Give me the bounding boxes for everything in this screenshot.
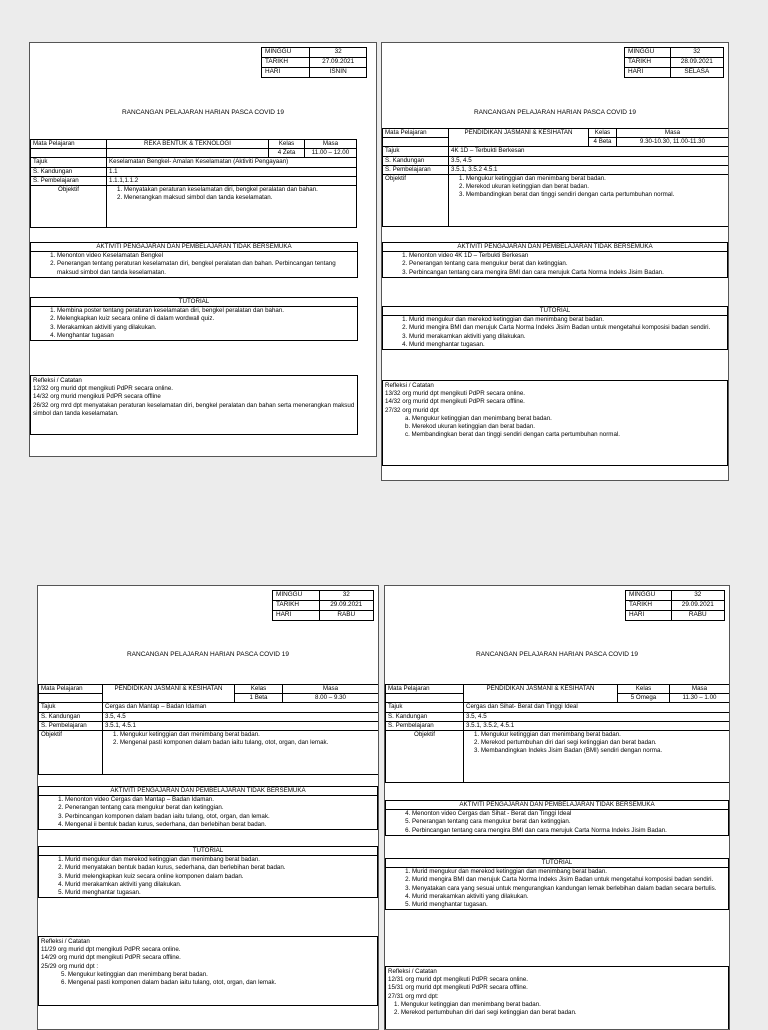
tarikh-label: TARIKH: [626, 601, 672, 611]
tajuk-label: Tajuk: [383, 147, 449, 156]
tutorial-section: [385, 858, 729, 910]
tutorial-item: 2. Murid mengira BMI dan merujuk Carta Norma Indeks Jisim Badan untuk mengetahui komposisi badan sendiri.: [409, 324, 721, 332]
refleksi-heading: Refleksi / Catatan: [33, 377, 82, 384]
kelas-label: Kelas: [618, 685, 670, 694]
info-table: [30, 139, 357, 228]
tutorial-item: 1. Murid mengukur dan merekod ketinggian dan menimbang berat badan.: [412, 868, 722, 876]
aktiviti-section: [382, 242, 728, 278]
refleksi-line: 11/29 org murid dpt mengikuti PdPR secara online.: [41, 946, 181, 954]
aktiviti-item: 2. Penerangan tentang cara mengukur berat dan ketinggian.: [65, 804, 371, 812]
kandungan-value: 3.5, 4.5: [103, 712, 379, 721]
kelas-value: 4 Beta: [589, 138, 617, 147]
mata-pelajaran-label: Mata Pelajaran: [31, 140, 107, 149]
aktiviti-item: 5. Penerangan tentang cara mengukur berat dan ketinggian.: [412, 818, 722, 826]
objektif-item: 1. Mengukur ketinggian dan menimbang berat badan.: [474, 730, 621, 738]
page-title: RANCANGAN PELAJARAN HARIAN PASCA COVID 19: [121, 109, 285, 116]
refleksi-item: 1. Mengukur ketinggian dan menimbang berat badan.: [394, 1000, 541, 1008]
objektif-item: 1. Mengukur ketinggian dan menimbang berat badan.: [459, 174, 606, 182]
lesson-plan-card-rabu-5omega: [384, 585, 730, 1030]
tarikh-value: 27.09.2021: [310, 58, 367, 68]
aktiviti-item: 2. Penerangan tentang peraturan keselamatan diri, bengkel peralatan dan bahan. Perbincangan tentang maksud simbol dan tanda keselamatan.: [57, 260, 351, 276]
aktiviti-item: 4. Mengenal ii bentuk badan kurus, sederhana, dan berlebihan berat badan.: [65, 821, 371, 829]
tutorial-item: 3. Murid melengkapkan kuiz secara online komponen dalam badan.: [65, 873, 371, 881]
tutorial-item: 4. Murid merakamkan aktiviti yang dilakukan.: [65, 881, 371, 889]
kandungan-value: 3.5, 4.5: [449, 156, 729, 165]
refleksi-section: [30, 375, 358, 435]
tutorial-heading: TUTORIAL: [386, 859, 728, 868]
tajuk-label: Tajuk: [39, 703, 103, 712]
aktiviti-item: 3. Perbincangan komponen dalam badan iaitu tulang, otot, organ, dan lemak.: [65, 813, 371, 821]
minggu-label: MINGGU: [625, 48, 671, 58]
pembelajaran-label: S. Pembelajaran: [31, 176, 107, 185]
aktiviti-item: 3. Perbincangan tentang cara mengira BMI dan cara merujuk Carta Norma Indeks Jisim Badan.: [409, 269, 721, 277]
refleksi-line: 26/32 org mrd dpt menyatakan peraturan keselamatan diri, bengkel peralatan dan bahan serta menerangkan maksud simbol dan tanda keselamatan.: [33, 401, 355, 417]
lesson-plan-card-rabu-1beta: [37, 585, 379, 1030]
aktiviti-section: [385, 800, 729, 836]
refleksi-item: 2. Merekod pertumbuhan diri dari segi ketinggian dan berat badan.: [394, 1008, 577, 1016]
masa-label: Masa: [283, 685, 379, 694]
subject-name: PENDIDIKAN JASMANI & KESIHATAN: [464, 685, 618, 703]
tutorial-item: 4. Menghantar tugasan: [57, 332, 351, 340]
tutorial-section: [38, 846, 378, 898]
refleksi-item: a. Mengukur ketinggian dan menimbang berat badan.: [405, 414, 552, 422]
kandungan-value: 1.1: [107, 167, 357, 176]
masa-label: Masa: [305, 140, 357, 149]
refleksi-item: 5. Mengukur ketinggian dan menimbang berat badan.: [61, 970, 208, 978]
minggu-value: 32: [319, 591, 374, 601]
hari-value: ISNIN: [310, 68, 367, 78]
meta-table: [624, 47, 724, 78]
kandungan-label: S. Kandungan: [383, 156, 449, 165]
refleksi-line: 13/32 org murid dpt mengikuti PdPR secara online.: [385, 390, 525, 398]
refleksi-section: [38, 936, 378, 1006]
tutorial-item: 3. Merakamkan aktiviti yang dilakukan.: [57, 324, 351, 332]
kandungan-label: S. Kandungan: [386, 712, 464, 721]
refleksi-item: 6. Mengenal pasti komponen dalam badan iaitu tulang, otot, organ, dan lemak.: [61, 978, 277, 986]
masa-value: 9.30-10.30, 11.00-11.30: [617, 138, 729, 147]
pembelajaran-label: S. Pembelajaran: [383, 165, 449, 174]
aktiviti-item: 2. Penerangan tentang cara mengukur berat dan ketinggian.: [409, 260, 721, 268]
tutorial-item: 1. Membina poster tentang peraturan keselamatan diri, bengkel peralatan dan bahan.: [57, 307, 351, 315]
tutorial-item: 5. Murid menghantar tugasan.: [65, 889, 371, 897]
objektif-label: Objektif: [39, 730, 103, 774]
objektif-item: 3. Membandingkan Indeks Jisim Badan (BMI) sendiri dengan norma.: [474, 747, 663, 755]
masa-label: Masa: [617, 129, 729, 138]
tutorial-item: 4. Murid menghantar tugasan.: [409, 341, 721, 349]
refleksi-item: c. Membandingkan berat dan tinggi sendiri dengan carta pertumbuhan normal.: [405, 431, 620, 439]
refleksi-line: 15/31 org murid dpt mengikuti PdPR secara offline.: [388, 984, 528, 992]
aktiviti-item: 6. Perbincangan tentang cara mengira BMI dan cara merujuk Carta Norma Indeks Jisim Badan.: [412, 827, 722, 835]
tarikh-label: TARIKH: [262, 58, 310, 68]
tutorial-heading: TUTORIAL: [31, 298, 357, 307]
objektif-list: [464, 730, 730, 782]
minggu-label: MINGGU: [273, 591, 320, 601]
pembelajaran-label: S. Pembelajaran: [386, 721, 464, 730]
subject-name: REKA BENTUK & TEKNOLOGI: [107, 140, 269, 149]
refleksi-heading: Refleksi / Catatan: [41, 938, 90, 945]
kelas-value: 4 Zeta: [269, 149, 305, 158]
tajuk-value: Cergas dan Sihat- Berat dan Tinggi Ideal: [464, 703, 730, 712]
tajuk-value: 4K 1D – Terbukti Berkesan: [449, 147, 729, 156]
minggu-value: 32: [671, 591, 724, 601]
minggu-label: MINGGU: [626, 591, 672, 601]
page-title: RANCANGAN PELAJARAN HARIAN PASCA COVID 19: [473, 109, 637, 116]
refleksi-line: 14/32 org murid mengikuti PdPR secara offline: [33, 393, 161, 401]
aktiviti-item: 1. Menonton video Cergas dan Mantap – Badan Idaman.: [65, 796, 371, 804]
aktiviti-section: [38, 786, 378, 830]
aktiviti-heading: AKTIVITI PENGAJARAN DAN PEMBELAJARAN TIDAK BERSEMUKA: [39, 787, 377, 796]
refleksi-section: [385, 966, 729, 1030]
aktiviti-heading: AKTIVITI PENGAJARAN DAN PEMBELAJARAN TIDAK BERSEMUKA: [31, 243, 357, 252]
objektif-item: 1. Menyatakan peraturan keselamatan diri, bengkel peralatan dan bahan.: [117, 185, 318, 193]
tutorial-item: 2. Murid menyatakan bentuk badan kurus, sederhana, dan berlebihan berat badan.: [65, 864, 371, 872]
kelas-label: Kelas: [235, 685, 283, 694]
tutorial-section: [30, 297, 358, 341]
meta-table: [272, 590, 374, 621]
objektif-label: Objektif: [383, 174, 449, 226]
aktiviti-section: [30, 242, 358, 278]
hari-label: HARI: [626, 611, 672, 621]
objektif-list: [103, 730, 379, 774]
kelas-value: 5 Omega: [618, 694, 670, 703]
tarikh-label: TARIKH: [625, 58, 671, 68]
tajuk-label: Tajuk: [31, 158, 107, 167]
page-title: RANCANGAN PELAJARAN HARIAN PASCA COVID 19: [126, 651, 290, 658]
objektif-item: 2. Merekod pertumbuhan diri dari segi ketinggian dan berat badan.: [474, 739, 657, 747]
objektif-item: 3. Membandingkan berat dan tinggi sendiri dengan carta pertumbuhan normal.: [459, 191, 675, 199]
subject-name: PENDIDIKAN JASMANI & KESIHATAN: [449, 129, 589, 147]
objektif-item: 2. Menerangkan maksud simbol dan tanda keselamatan.: [117, 194, 273, 202]
aktiviti-heading: AKTIVITI PENGAJARAN DAN PEMBELAJARAN TIDAK BERSEMUKA: [383, 243, 727, 252]
tutorial-item: 2. Murid mengira BMI dan merujuk Carta Norma Indeks Jisim Badan untuk mengetahui komposisi badan sendiri.: [412, 876, 722, 884]
meta-table: [625, 590, 725, 621]
masa-value: 8.00 – 9.30: [283, 694, 379, 703]
minggu-label: MINGGU: [262, 48, 310, 58]
hari-label: HARI: [273, 611, 320, 621]
refleksi-heading: Refleksi / Catatan: [388, 968, 437, 975]
masa-value: 11.00 – 12.00: [305, 149, 357, 158]
tutorial-item: 4. Murid merakamkan aktiviti yang dilakukan.: [412, 893, 722, 901]
refleksi-line: 12/32 org murid dpt mengikuti PdPR secara online.: [33, 385, 173, 393]
mata-pelajaran-label: Mata Pelajaran: [383, 129, 449, 138]
pembelajaran-label: S. Pembelajaran: [39, 721, 103, 730]
aktiviti-item: 1. Menonton video 4K 1D – Terbukti Berkesan: [409, 252, 721, 260]
mata-pelajaran-label: Mata Pelajaran: [39, 685, 103, 694]
meta-table: [261, 47, 367, 78]
tarikh-value: 29.09.2021: [671, 601, 724, 611]
aktiviti-item: 1. Menonton video Keselamatan Bengkel: [57, 252, 351, 260]
tajuk-value: Keselamatan Bengkel- Amalan Keselamatan (Aktiviti Pengayaan): [107, 158, 357, 167]
kelas-label: Kelas: [589, 129, 617, 138]
tutorial-item: 2. Melengkapkan kuiz secara online di dalam wordwall quiz.: [57, 315, 351, 323]
kandungan-label: S. Kandungan: [31, 167, 107, 176]
refleksi-line: 14/29 org murid dpt mengikuti PdPR secara offline.: [41, 954, 181, 962]
refleksi-heading: Refleksi / Catatan: [385, 382, 434, 389]
kelas-label: Kelas: [269, 140, 305, 149]
tutorial-section: [382, 306, 728, 350]
tajuk-label: Tajuk: [386, 703, 464, 712]
minggu-value: 32: [670, 48, 723, 58]
kelas-value: 1 Beta: [235, 694, 283, 703]
pembelajaran-value: 3.5.1, 3.5.2, 4.5.1: [464, 721, 730, 730]
tutorial-heading: TUTORIAL: [39, 847, 377, 856]
tutorial-item: 3. Menyatakan cara yang sesuai untuk mengurangkan kandungan lemak berlebihan dalam badan secara bertulis.: [412, 885, 722, 893]
kandungan-label: S. Kandungan: [39, 712, 103, 721]
tutorial-item: 3. Murid merakamkan aktiviti yang dilakukan.: [409, 333, 721, 341]
refleksi-line: 14/32 org murid dpt mengikuti PdPR secara offline.: [385, 398, 525, 406]
objektif-list: [107, 185, 357, 227]
pembelajaran-value: 1.1.1,1.1.2: [107, 176, 357, 185]
pembelajaran-value: 3.5.1, 4.5.1: [103, 721, 379, 730]
pembelajaran-value: 3.5.1, 3.5.2 4.5.1: [449, 165, 729, 174]
tajuk-value: Cergas dan Mantap – Badan Idaman: [103, 703, 379, 712]
mata-pelajaran-label: Mata Pelajaran: [386, 685, 464, 694]
aktiviti-item: 4. Menonton video Cergas dan Sihat - Berat dan Tinggi Ideal: [412, 810, 722, 818]
objektif-item: 1. Mengukur ketinggian dan menimbang berat badan.: [113, 730, 260, 738]
tarikh-label: TARIKH: [273, 601, 320, 611]
tutorial-item: 1. Murid mengukur dan merekod ketinggian dan menimbang berat badan.: [65, 856, 371, 864]
hari-value: RABU: [671, 611, 724, 621]
hari-value: RABU: [319, 611, 374, 621]
tarikh-value: 28.09.2021: [670, 58, 723, 68]
info-table: [38, 684, 379, 775]
lesson-plan-card-isnin: [29, 42, 377, 457]
tutorial-item: 5. Murid menghantar tugasan.: [412, 901, 722, 909]
refleksi-line: 12/31 org murid dpt mengikuti PdPR secara online.: [388, 976, 528, 984]
refleksi-item: b. Merekod ukuran ketinggian dan berat badan.: [405, 422, 536, 430]
masa-label: Masa: [670, 685, 730, 694]
refleksi-line: 27/31 org mrd dpt:: [388, 992, 439, 1000]
objektif-label: Objektif: [386, 730, 464, 782]
objektif-label: Objektif: [31, 185, 107, 227]
lesson-plan-card-selasa: [381, 42, 729, 481]
hari-label: HARI: [625, 68, 671, 78]
refleksi-line: 27/32 org murid dpt: [385, 406, 439, 414]
info-table: [382, 128, 729, 227]
refleksi-section: [382, 380, 728, 466]
tarikh-value: 29.09.2021: [319, 601, 374, 611]
subject-name: PENDIDIKAN JASMANI & KESIHATAN: [103, 685, 235, 703]
info-table: [385, 684, 730, 783]
tutorial-heading: TUTORIAL: [383, 307, 727, 316]
page-title: RANCANGAN PELAJARAN HARIAN PASCA COVID 19: [475, 651, 639, 658]
hari-label: HARI: [262, 68, 310, 78]
objektif-item: 2. Mengenal pasti komponen dalam badan iaitu tulang, otot, organ, dan lemak.: [113, 739, 329, 747]
hari-value: SELASA: [670, 68, 723, 78]
objektif-list: [449, 174, 729, 226]
tutorial-item: 1. Murid mengukur dan merekod ketinggian dan menimbang berat badan.: [409, 316, 721, 324]
kandungan-value: 3.5, 4.5: [464, 712, 730, 721]
objektif-item: 2. Merekod ukuran ketinggian dan berat badan.: [459, 183, 590, 191]
refleksi-line: 25/29 org murid dpt :: [41, 962, 99, 970]
aktiviti-heading: AKTIVITI PENGAJARAN DAN PEMBELAJARAN TIDAK BERSEMUKA: [386, 801, 728, 810]
minggu-value: 32: [310, 48, 367, 58]
masa-value: 11.30 – 1.00: [670, 694, 730, 703]
